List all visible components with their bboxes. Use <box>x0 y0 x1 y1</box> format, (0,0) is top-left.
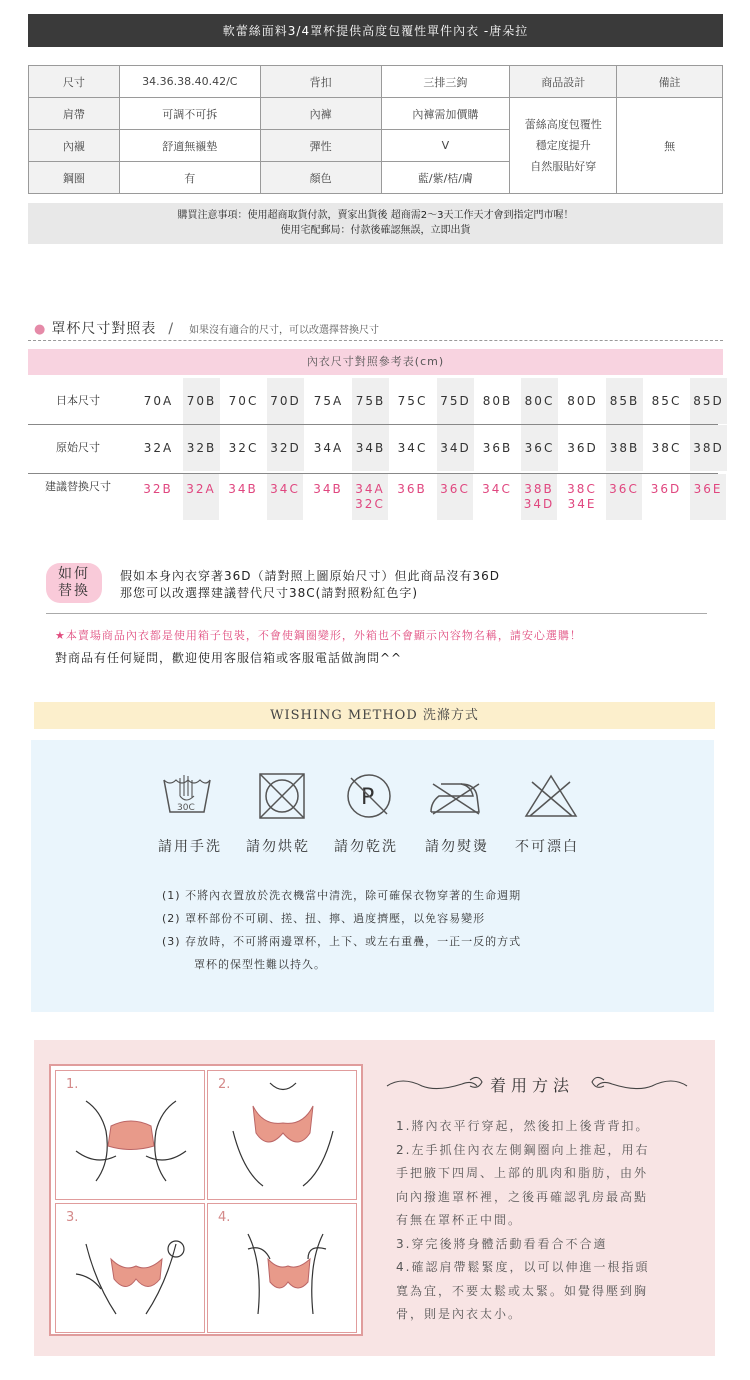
size-cell: 80D <box>567 394 598 408</box>
no-bleach-icon <box>522 772 580 820</box>
spec-elastic-value: V <box>381 130 510 162</box>
spec-table <box>28 65 723 194</box>
size-cell: 70C <box>228 394 259 408</box>
size-cell: 34A <box>313 441 344 455</box>
size-row <box>28 378 724 424</box>
size-cell: 34B <box>313 482 343 496</box>
size-cell: 80B <box>482 394 513 408</box>
dashed-divider <box>28 340 723 341</box>
wearing-step-illustration <box>208 1071 358 1201</box>
wash-temp: 30C <box>177 803 195 813</box>
size-row-label: 建議替換尺寸 <box>45 480 111 493</box>
size-table-title: 內衣尺寸對照參考表(cm) <box>28 349 723 375</box>
size-cell: 36C <box>606 474 642 520</box>
wash-label: 請用手洗 <box>158 839 222 855</box>
size-section-header <box>34 318 379 338</box>
no-tumble-dry-icon <box>258 772 306 820</box>
spec-wire-label: 鋼圈 <box>29 162 120 194</box>
step-number: 3. <box>66 1210 79 1225</box>
size-cell: 34B <box>352 425 389 471</box>
no-dry-clean-icon <box>345 772 393 820</box>
size-cell: 36D <box>567 441 598 455</box>
step-number: 2. <box>218 1077 231 1092</box>
size-cell: 32C <box>228 441 259 455</box>
size-cell: 32A <box>183 474 219 520</box>
spec-design-value <box>510 98 617 194</box>
wearing-step-panel <box>55 1070 205 1200</box>
spec-panty-label: 內褲 <box>260 98 381 130</box>
bullet-dot-icon: ● <box>34 322 46 337</box>
spec-back-label: 背扣 <box>260 66 381 98</box>
spec-size-value: 34.36.38.40.42/C <box>119 66 260 98</box>
step-number: 1. <box>66 1077 79 1092</box>
wash-label: 請勿烘乾 <box>246 839 310 855</box>
notice-line: 使用宅配郵局：付款後確認無誤，立即出貨 <box>280 225 471 236</box>
no-iron-icon <box>425 772 485 820</box>
product-title: 軟蕾絲面料3/4罩杯提供高度包覆性單件內衣 -唐朵拉 <box>222 24 529 38</box>
spec-note-value: 無 <box>617 98 723 194</box>
size-cell: 85C <box>651 394 682 408</box>
spec-wire-value: 有 <box>119 162 260 194</box>
spec-panty-value: 內褲需加價購 <box>381 98 510 130</box>
design-line: 穩定度提升 <box>535 139 591 152</box>
wearing-step-panel <box>207 1203 357 1333</box>
badge-line: 替換 <box>58 583 90 599</box>
size-cell: 85B <box>606 378 643 424</box>
size-cell: 34C <box>397 441 428 455</box>
design-line: 自然服貼好穿 <box>530 160 597 173</box>
packaging-warning <box>55 627 582 643</box>
size-cell: 85D <box>690 378 727 424</box>
size-cell: 34A 32C <box>352 474 388 520</box>
hand-wash-icon <box>160 772 214 818</box>
badge-line: 如何 <box>58 566 90 582</box>
size-cell: 38C <box>651 441 682 455</box>
spec-strap-label: 肩帶 <box>29 98 120 130</box>
wearing-step-illustration <box>208 1204 358 1334</box>
how-to-badge <box>46 563 102 603</box>
wash-note: (1) 不將內衣置放於洗衣機當中清洗，除可確保衣物穿著的生命週期 <box>162 889 522 902</box>
size-cell: 32A <box>143 441 174 455</box>
dry-clean-letter: P <box>361 785 375 810</box>
warning-text: 本賣場商品內衣都是使用箱子包裝，不會使鋼圈變形，外箱也不會顯示內容物名稱，請安心選購！ <box>65 629 582 642</box>
spec-note-label: 備註 <box>617 66 723 98</box>
wearing-step-illustration <box>56 1204 206 1334</box>
wash-note: (3) 存放時，不可將兩邊罩杯，上下、或左右重疊，一正一反的方式 <box>162 935 522 948</box>
size-cell: 32B <box>183 425 220 471</box>
wearing-line: 骨，則是內衣太小。 <box>396 1307 523 1321</box>
purchase-notice <box>28 203 723 244</box>
wash-note: (2) 罩杯部份不可刷、搓、扭、擰、過度擠壓，以免容易變形 <box>162 912 486 925</box>
size-cell: 32B <box>143 482 173 496</box>
washing-header: WISHING METHOD 洗滌方式 <box>34 702 715 729</box>
how-to-line: 那您可以改選擇建議替代尺寸38C(請對照粉紅色字) <box>120 586 419 600</box>
size-cell: 38C 34E <box>567 482 597 511</box>
size-cell: 70B <box>183 378 220 424</box>
size-cell: 36B <box>482 441 513 455</box>
size-cell: 32D <box>267 425 304 471</box>
wearing-line: 有無在罩杯正中間。 <box>396 1213 523 1227</box>
size-cell: 75D <box>437 378 474 424</box>
size-cell: 36B <box>397 482 427 496</box>
wearing-line: 3.穿完後將身體活動看看合不合適 <box>396 1236 608 1251</box>
size-cell: 75B <box>352 378 389 424</box>
size-section-slash: / <box>168 321 174 337</box>
size-cell: 36C <box>437 474 473 520</box>
wearing-line: 4.確認肩帶鬆緊度，以可以伸進一根指頭 <box>396 1260 650 1274</box>
wash-label: 請勿乾洗 <box>334 839 398 855</box>
size-cell: 70D <box>267 378 304 424</box>
wearing-step-panel <box>207 1070 357 1200</box>
star-icon: ★ <box>55 629 66 642</box>
step-number: 4. <box>218 1210 231 1225</box>
size-row-label: 原始尺寸 <box>56 441 100 454</box>
spec-strap-value: 可調不可拆 <box>119 98 260 130</box>
wash-note: 罩杯的保型性難以持久。 <box>194 958 326 971</box>
size-cell: 38B <box>606 425 643 471</box>
wash-label: 請勿熨燙 <box>425 839 489 855</box>
wearing-step-illustration <box>56 1071 206 1201</box>
size-cell: 80C <box>521 378 558 424</box>
size-section-title: 罩杯尺寸對照表 <box>51 321 157 337</box>
wash-label: 不可漂白 <box>515 839 579 855</box>
how-to-line: 假如本身內衣穿著36D（請對照上圖原始尺寸）但此商品沒有36D <box>120 569 501 583</box>
size-cell: 38B 34D <box>521 474 557 520</box>
size-cell: 34D <box>437 425 474 471</box>
wearing-title-block <box>382 1070 692 1100</box>
wearing-line: 1.將內衣平行穿起，然後扣上後背背扣。 <box>396 1119 650 1133</box>
size-cell: 75A <box>313 394 344 408</box>
wearing-instructions <box>396 1115 692 1327</box>
spec-design-label: 商品設計 <box>510 66 617 98</box>
size-cell: 34C <box>267 474 303 520</box>
spec-lining-label: 內襯 <box>29 130 120 162</box>
spec-back-value: 三排三鉤 <box>381 66 510 98</box>
size-section-subtitle: 如果沒有適合的尺寸，可以改選擇替換尺寸 <box>189 325 380 336</box>
size-row <box>28 424 724 470</box>
wearing-step-panel <box>55 1203 205 1333</box>
size-cell: 34C <box>482 482 512 496</box>
washing-notes <box>162 884 521 976</box>
spec-size-label: 尺寸 <box>29 66 120 98</box>
size-row-label: 日本尺寸 <box>56 394 100 407</box>
size-cell: 70A <box>143 394 174 408</box>
wearing-line: 手把腋下四周、上部的肌肉和脂肪，由外 <box>396 1166 649 1180</box>
wearing-line: 2.左手抓住內衣左側鋼圈向上推起，用右 <box>396 1142 650 1157</box>
size-cell: 75C <box>397 394 428 408</box>
size-cell: 38D <box>690 425 727 471</box>
contact-note: 對商品有任何疑問，歡迎使用客服信箱或客服電話做詢問^^ <box>55 651 403 665</box>
size-cell: 36D <box>650 482 682 496</box>
spec-lining-value: 舒適無襯墊 <box>119 130 260 162</box>
spec-color-label: 顏色 <box>260 162 381 194</box>
wearing-title: 着用方法 <box>490 1076 575 1095</box>
wearing-line: 寬為宜，不要太鬆或太緊。如覺得壓到胸 <box>396 1283 649 1298</box>
size-row <box>28 473 723 519</box>
spec-elastic-label: 彈性 <box>260 130 381 162</box>
how-to-text <box>120 568 500 602</box>
product-title-bar <box>28 14 723 47</box>
design-line: 蕾絲高度包覆性 <box>524 118 602 131</box>
size-cell: 34B <box>228 482 258 496</box>
size-cell: 36E <box>690 474 726 520</box>
divider <box>46 613 707 614</box>
size-cell: 36C <box>521 425 558 471</box>
wearing-line: 向內撥進罩杯裡，之後再確認乳房最高點 <box>396 1189 649 1204</box>
spec-color-value: 藍/紫/桔/膚 <box>381 162 510 194</box>
notice-line: 購買注意事項：使用超商取貨付款，賣家出貨後 超商需2～3天工作天才會到指定門市喔！ <box>177 210 574 221</box>
